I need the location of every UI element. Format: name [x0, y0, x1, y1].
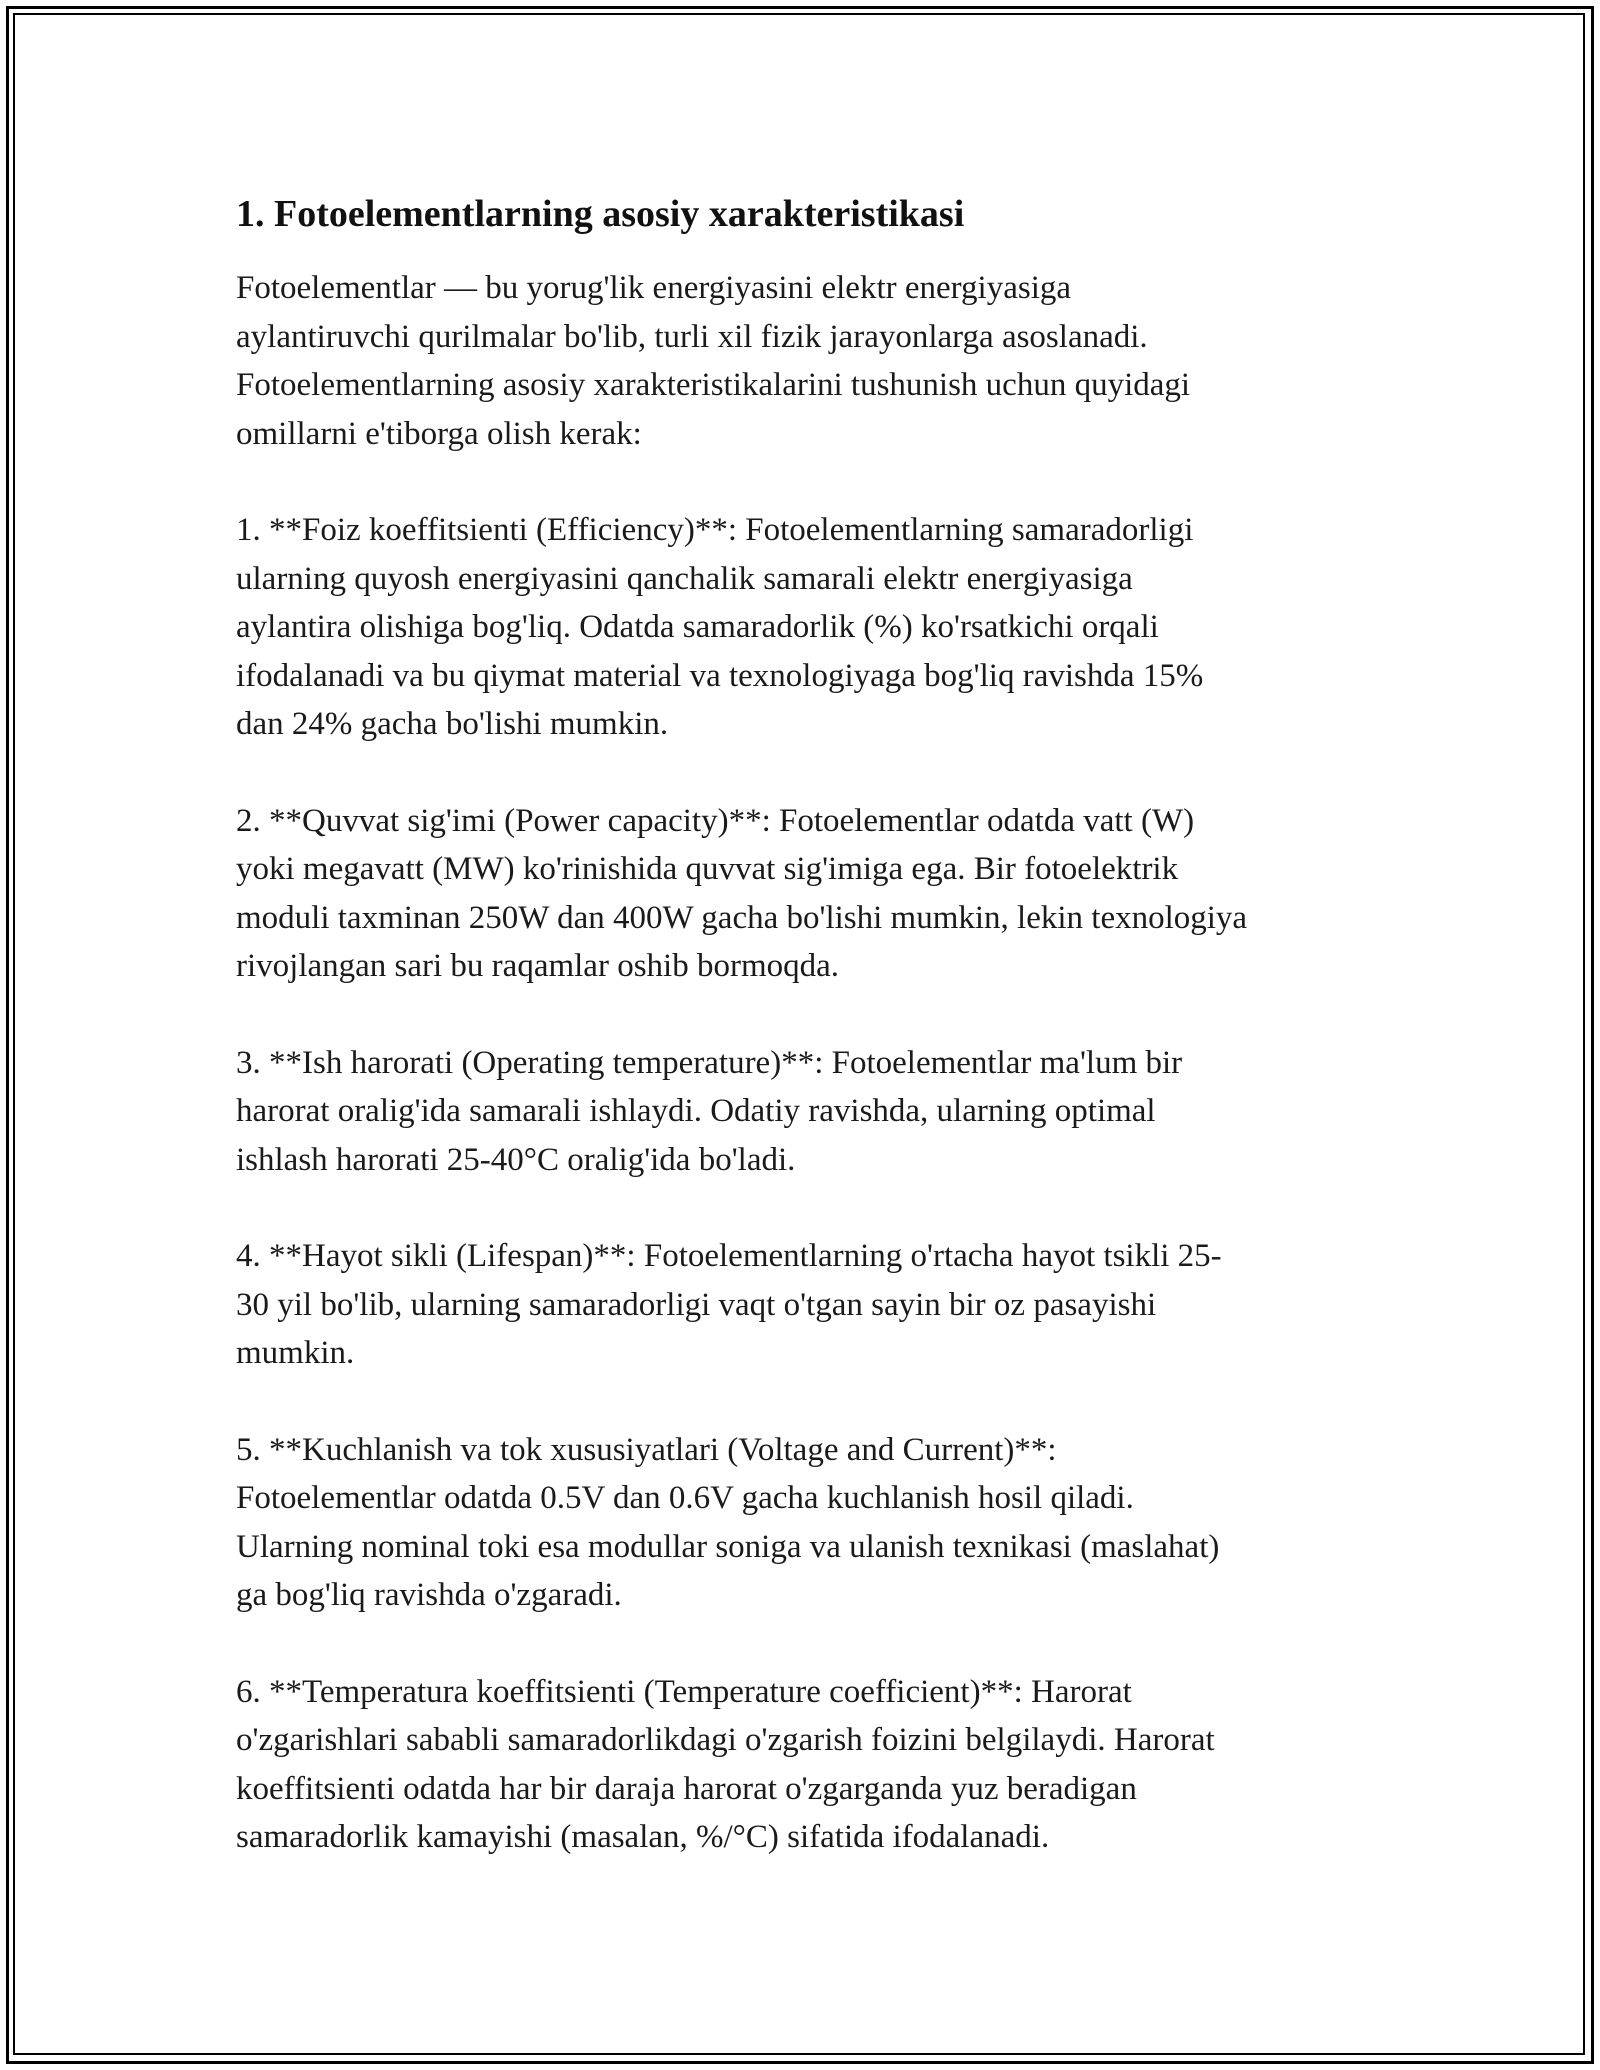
- list-item-voltage-current: 5. **Kuchlanish va tok xususiyatlari (Voltage and Current)**: Fotoelementlar odatda 0.5V dan 0.6V gacha kuchlanish hosil qiladi. Ularning nominal toki esa modullar soniga va ulanish texnikasi (maslahat) ga bog'liq ravishda o'zgaradi.: [236, 1431, 1220, 1613]
- list-item-power-capacity: 2. **Quvvat sig'imi (Power capacity)**: Fotoelementlar odatda vatt (W) yoki megavatt (MW) ko'rinishida quvvat sig'imiga ega. Bir fotoelektrik moduli taxminan 250W dan 400W gacha bo'lishi mumkin, lekin texnologiya rivojlangan sari bu raqamlar oshib bormoqda.: [236, 802, 1248, 984]
- section-heading: 1. Fotoelementlarning asosiy xarakteristikasi: [236, 193, 965, 235]
- list-item-lifespan: 4. **Hayot sikli (Lifespan)**: Fotoelementlarning o'rtacha hayot tsikli 25- 30 yil bo'lib, ularning samaradorligi vaqt o'tgan sayin bir oz pasayishi mumkin.: [236, 1238, 1222, 1371]
- list-item-operating-temperature: 3. **Ish harorati (Operating temperature)**: Fotoelementlar ma'lum bir harorat oralig'ida samarali ishlaydi. Odatiy ravishda, ularning optimal ishlash harorati 25-40°C oralig'ida bo'ladi.: [236, 1044, 1183, 1178]
- intro-paragraph: Fotoelementlar — bu yorug'lik energiyasini elektr energiyasiga aylantiruvchi qurilmalar bo'lib, turli xil fizik jarayonlarga asoslanadi. Fotoelementlarning asosiy xarakteristikalarini tushunish uchun quyidagi omillarni e'tiborga olish kerak:: [236, 270, 1191, 452]
- list-item-efficiency: 1. **Foiz koeffitsienti (Efficiency)**: Fotoelementlarning samaradorligi ularning quyosh energiyasini qanchalik samarali elektr energiyasiga aylantira olishiga bog'liq. Odatda samaradorlik (%) ko'rsatkichi orqali ifodalanadi va bu qiymat material va texnologiyaga bog'liq ravishda 15% dan 24% gacha bo'lishi mumkin.: [236, 512, 1204, 742]
- document-body: [236, 186, 1386, 1910]
- list-item-temperature-coefficient: 6. **Temperatura koeffitsienti (Temperature coefficient)**: Harorat o'zgarishlari sababli samaradorlikdagi o'zgarish foizini belgilaydi. Harorat koeffitsienti odatda har bir daraja harorat o'zgarganda yuz beradigan samaradorlik kamayishi (masalan, %/°C) sifatida ifodalanadi.: [236, 1673, 1215, 1855]
